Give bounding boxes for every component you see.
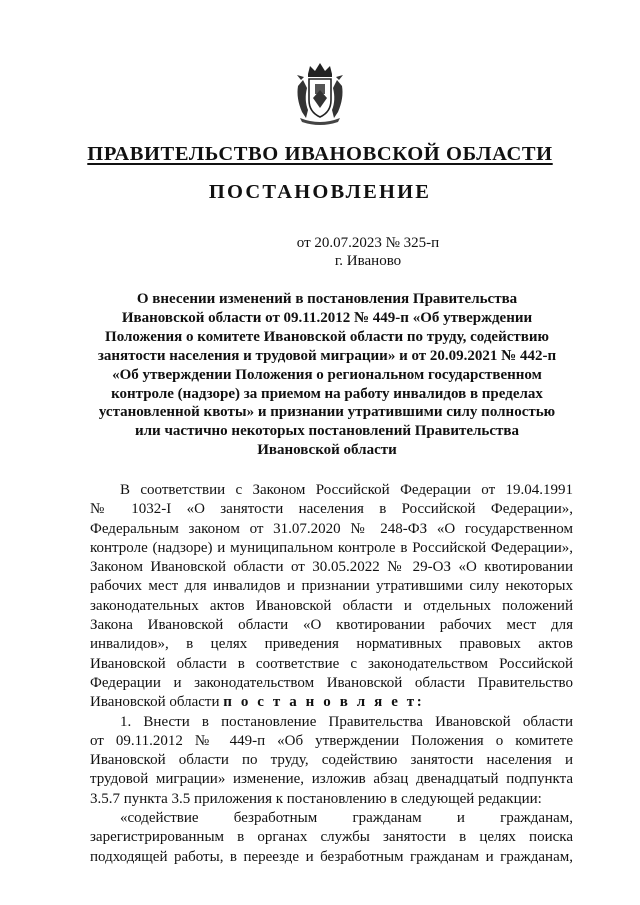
city: г. Иваново [334, 253, 402, 269]
body-line: контроле (надзоре) и муниципальном контроле в Российской Федерации», [90, 539, 573, 556]
resolves-colon: : [416, 694, 422, 711]
body-line: В соответствии с Законом Российской Федерации от 19.04.1991 [120, 482, 573, 498]
heading-line: установленной квоты» и признании утратившими силу полностью [98, 404, 556, 421]
ivanovo-region-coat-of-arms-icon [294, 60, 346, 126]
preamble-end: Ивановской области [90, 694, 220, 711]
quote-line: подходящей работы, в переезде и безработным гражданам и гражданам, [90, 848, 573, 865]
item-line: 1. Внести в постановление Правительства Ивановской области [120, 713, 573, 730]
heading-line: Ивановской области [257, 442, 397, 459]
body-line: № 1032-I «О занятости населения в Российской Федерации», [90, 501, 573, 518]
body-line: Законом Ивановской области от 30.05.2022 № 29-ОЗ «О квотировании [90, 559, 573, 576]
document-meta [0, 234, 640, 270]
heading-line: «Об утверждении Положения о региональном государственном [112, 366, 542, 383]
heading-line: Ивановской области от 09.11.2012 № 449-п «Об утверждении [121, 309, 533, 326]
body-line: законодательных актов Ивановской области и отдельных положений [90, 597, 573, 614]
heading-line: или частично некоторых постановлений Правительства [135, 423, 519, 440]
body-line: инвалидов», в целях приведения нормативных правовых актов [90, 636, 573, 653]
document-body [90, 481, 573, 867]
document-heading [95, 290, 559, 460]
body-line: Федерации и законодательством Ивановской области Правительство [90, 674, 573, 691]
quote-line: зарегистрированным в органах службы занятости в целях поиска [90, 829, 573, 846]
item-line: 3.5.7 пункта 3.5 приложения к постановлению в следующей редакции: [90, 790, 542, 807]
body-line: Закона Ивановской области «О квотировании рабочих мест для [90, 617, 573, 634]
body-line: Федеральным законом от 31.07.2020 № 248-ФЗ «О государственном [90, 520, 573, 537]
item-line: от 09.11.2012 № 449-п «Об утверждении Положения о комитете [90, 732, 573, 749]
heading-line: занятости населения и трудовой миграции» и от 20.09.2021 № 442-п [97, 347, 557, 364]
heading-line: контроле (надзоре) за приемом на работу инвалидов в пределах [111, 385, 543, 402]
item-line: трудовой миграции» изменение, изложив абзац двенадцатый подпункта [90, 771, 573, 788]
heading-line: Положения о комитете Ивановской области по труду, содействию [105, 328, 549, 345]
item-line: Ивановской области по труду, содействию занятости населения и [90, 752, 573, 769]
body-line: рабочих мест для инвалидов и признании утратившими силу некоторых [90, 578, 573, 595]
body-line: Ивановской области в соответствие с законодательством Российской [90, 655, 573, 672]
resolves-line [90, 693, 573, 712]
quote-line: «содействие безработным гражданам и гражданам, [120, 810, 573, 827]
document-type: ПОСТАНОВЛЕНИЕ [208, 181, 432, 203]
org-title: ПРАВИТЕЛЬСТВО ИВАНОВСКОЙ ОБЛАСТИ [87, 143, 553, 165]
resolves-word: п о с т а н о в л я е т [223, 694, 417, 711]
date-number: от 20.07.2023 № 325-п [296, 235, 440, 251]
heading-line: О внесении изменений в постановления Правительства [136, 291, 518, 307]
